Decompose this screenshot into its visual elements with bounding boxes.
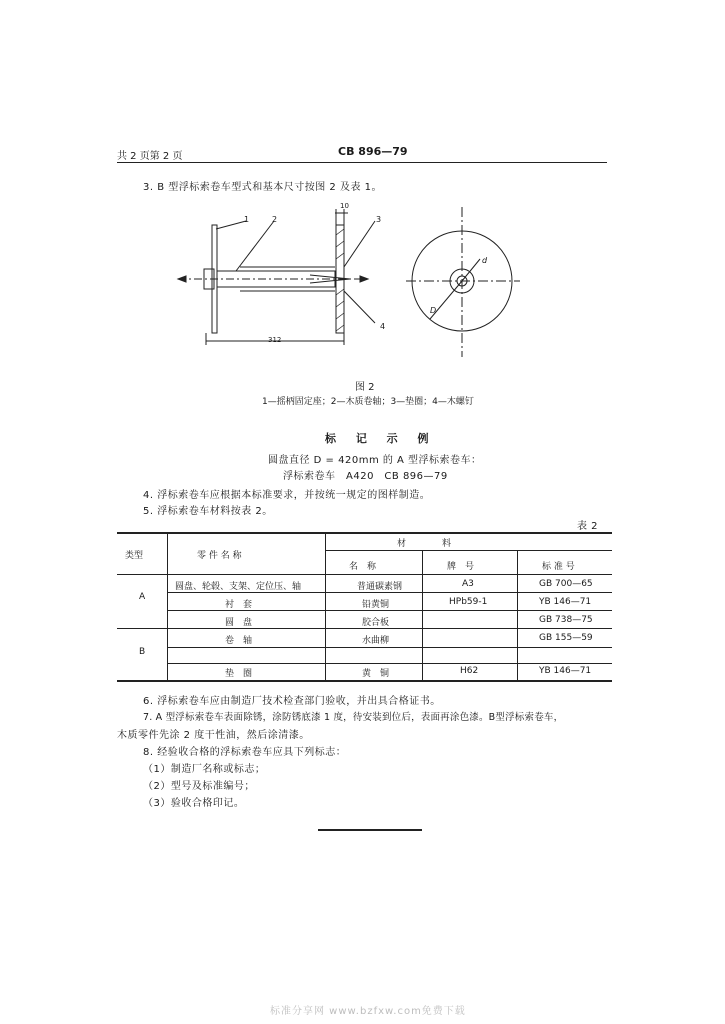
row-4-part: 卷 轴 [225,636,253,646]
type-a: A [139,592,146,602]
marking-example-line-1: 圆盘直径 D = 420mm 的 A 型浮标索卷车： [268,455,482,466]
type-b: B [139,647,146,657]
callout-1: 1 [244,215,250,224]
callout-4: 4 [380,322,386,331]
leader-2 [236,221,274,271]
list-item-2: （2）型号及标准编号； [143,781,255,792]
row-2-part: 衬 套 [225,600,253,610]
table-label: 表 2 [577,521,599,532]
section-3-text: 3. B 型浮标索卷车型式和基本尺寸按图 2 及表 1。 [143,182,383,193]
marking-example-line-2: 浮标索卷车 A420 CB 896—79 [283,471,448,482]
section-8-text: 8. 经验收合格的浮标索卷车应具下列标志： [143,747,347,758]
row-1-grade: A3 [462,579,474,589]
row-3-material: 胶合板 [362,618,390,628]
leader-3 [344,221,375,267]
row-1-standard: GB 700—65 [539,579,593,589]
figure-caption-title: 图 2 [355,382,375,393]
figure-caption-legend: 1—摇柄固定座；2—木质卷轴；3—垫圈；4—木螺钉 [262,397,474,407]
row-2-material: 铅黄铜 [362,600,390,610]
header-material: 材 料 [397,539,452,549]
row-2-grade: HPb59-1 [449,597,488,607]
header-grade: 牌 号 [447,562,475,572]
row-3-part: 圆 盘 [225,618,253,628]
dimension-10: 10 [340,202,349,210]
hub-leader [462,259,480,281]
dimension-d: d [482,256,488,265]
row-5-grade: H62 [460,666,479,676]
material-table [117,532,612,682]
page-info: 共 2 页第 2 页 [117,151,183,162]
section-6-text: 6. 浮标索卷车应由制造厂技术检查部门验收，并出具合格证书。 [143,696,441,707]
callout-3: 3 [376,215,382,224]
row-2-standard: YB 146—71 [539,597,592,607]
row-4-standard: GB 155—59 [539,633,593,643]
dimension-312: 312 [268,336,282,344]
header-standard: 标 准 号 [542,562,575,572]
list-item-3: （3）验收合格印记。 [143,798,245,809]
arrow-left [178,276,186,282]
header-material-name: 名 称 [349,562,377,572]
section-7-line-1: 7. A 型浮标索卷车表面除锈，涂防锈底漆 1 度，待安装到位后，表面再涂色漆。B型浮标索卷车， [143,712,564,723]
row-1-material: 普通碳素钢 [357,582,403,592]
leader-4 [344,291,375,323]
header-type: 类型 [125,551,144,561]
header-part-name: 零 件 名 称 [197,551,242,561]
row-3-standard: GB 738—75 [539,615,593,625]
row-5-material: 黄 铜 [362,669,390,679]
leader-1 [216,221,246,229]
marking-example-title: 标 记 示 例 [325,432,437,445]
standard-code: CB 896—79 [338,145,408,158]
section-7-line-2: 木质零件先涂 2 度干性油，然后涂清漆。 [117,730,310,741]
section-5-text: 5. 浮标索卷车材料按表 2。 [143,506,273,517]
header-rule [117,162,607,163]
row-1-part: 圆盘、轮毂、支架、定位压、轴 [175,582,302,592]
list-item-1: （1）制造厂名称或标志； [143,764,266,775]
watermark: 标准分享网 www.bzfxw.com免费下载 [270,1006,466,1017]
row-5-standard: YB 146—71 [539,666,592,676]
figure-2-drawing [170,195,530,375]
section-4-text: 4. 浮标索卷车应根据本标准要求，并按统一规定的图样制造。 [143,490,431,501]
row-5-part: 垫 圈 [225,669,253,679]
row-4-material: 水曲柳 [362,636,390,646]
dimension-D: D [430,306,437,315]
callout-2: 2 [272,215,278,224]
end-rule [318,829,422,831]
arrow-right [360,276,368,282]
